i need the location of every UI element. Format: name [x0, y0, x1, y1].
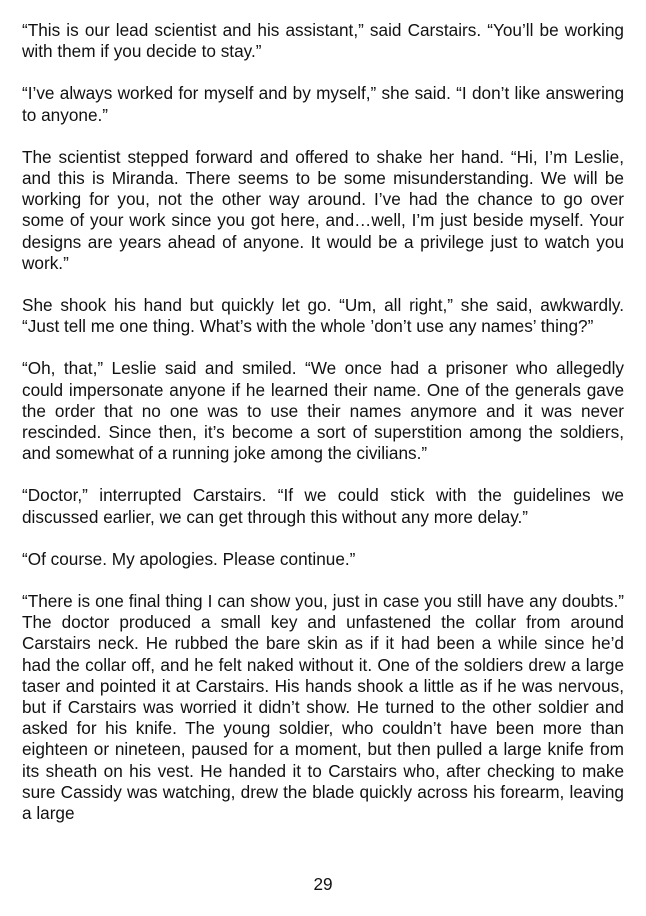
- page-body: [22, 20, 624, 845]
- paragraph: “Of course. My apologies. Please continue.”: [22, 548, 356, 569]
- page-number: 29: [313, 874, 333, 894]
- paragraph: The scientist stepped forward and offered to shake her hand. “Hi, I’m Leslie, and this is Miranda. There seems to be some misunderstanding. We will be working for you, not the other way around. I’ve had the chance to go over some of your work since you got here, and…well, I’m just beside myself. Your designs are years ahead of anyone. It would be a privilege just to watch you work.”: [22, 146, 624, 273]
- paragraph: “There is one final thing I can show you, just in case you still have any doubts.” The doctor produced a small key and unfastened the collar from around Carstairs neck. He rubbed the bare skin as if it had been a while since he’d had the collar off, and he felt naked without it. One of the soldiers drew a large taser and pointed it at Carstairs. His hands shook a little as if he was nervous, but if Carstairs was worried it didn’t show. He turned to the other soldier and asked for his knife. The young soldier, who couldn’t have been more than eighteen or nineteen, paused for a moment, but then pulled a large knife from its sheath on his vest. He handed it to Carstairs who, after checking to make sure Cassidy was watching, drew the blade quickly across his forearm, leaving a large: [22, 591, 624, 824]
- paragraph: “Doctor,” interrupted Carstairs. “If we could stick with the guidelines we discussed earlier, we can get through this without any more delay.”: [22, 485, 624, 527]
- paragraph: She shook his hand but quickly let go. “Um, all right,” she said, awkwardly. “Just tell me one thing. What’s with the whole ’don’t use any names’ thing?”: [22, 295, 624, 337]
- paragraph: “I’ve always worked for myself and by myself,” she said. “I don’t like answering to anyone.”: [22, 83, 624, 125]
- paragraph: “Oh, that,” Leslie said and smiled. “We once had a prisoner who allegedly could impersonate anyone if he learned their name. One of the generals gave the order that no one was to use their names anymore and it was never rescinded. Since then, it’s become a sort of superstition among the soldiers, and somewhat of a running joke among the civilians.”: [22, 358, 624, 464]
- paragraph: “This is our lead scientist and his assistant,” said Carstairs. “You’ll be working with them if you decide to stay.”: [22, 20, 624, 62]
